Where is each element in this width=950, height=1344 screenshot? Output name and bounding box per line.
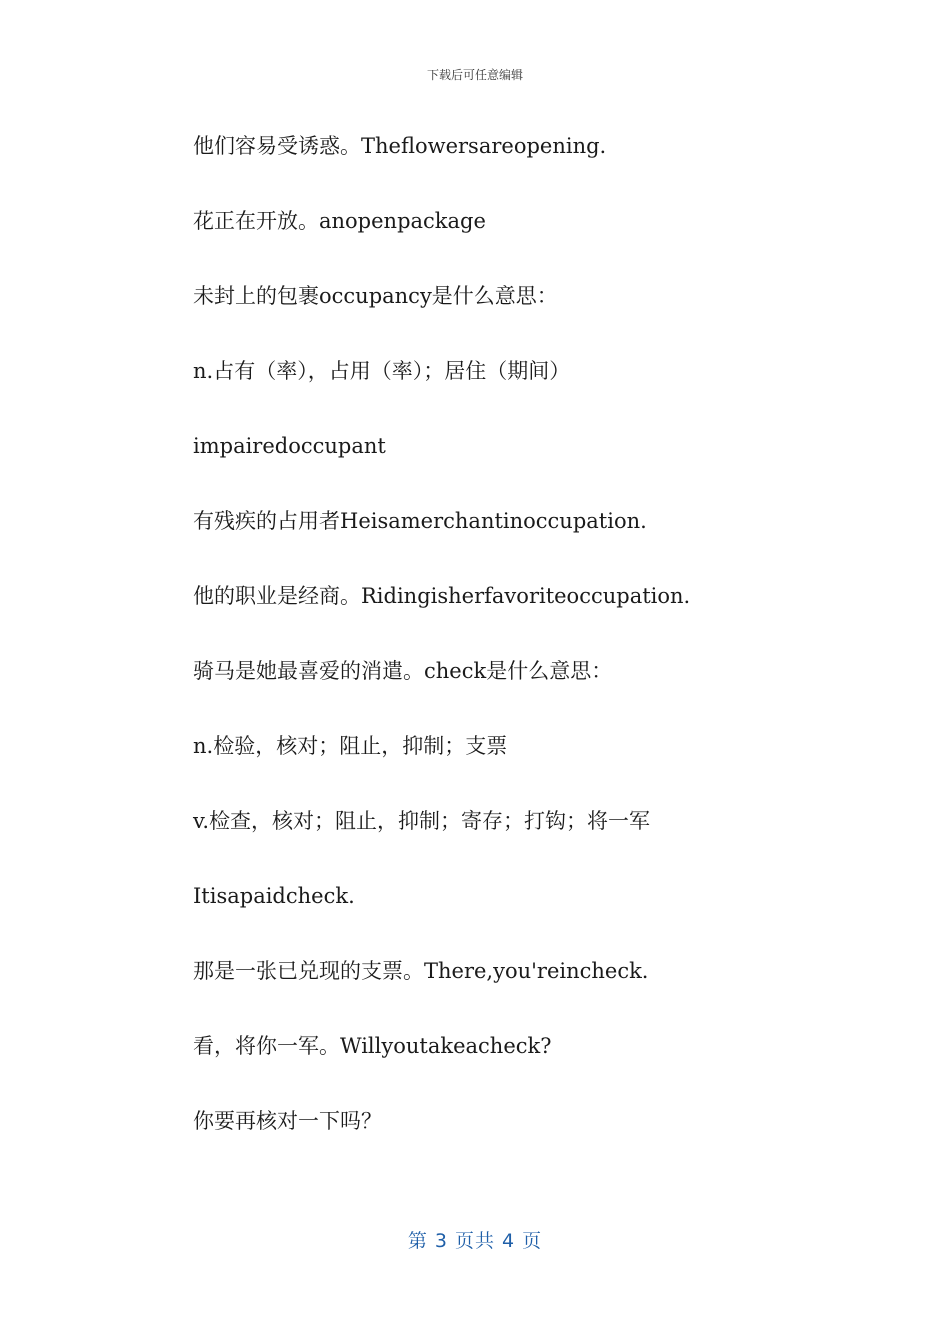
- text-line-7: 他的职业是经商。Ridingisherfavoriteoccupation.: [193, 584, 691, 608]
- text-line-11: Itisapaidcheck.: [193, 884, 355, 908]
- text-line-4: n.占有（率），占用（率）；居住（期间）: [193, 359, 571, 383]
- text-line-14: 你要再核对一下吗？: [193, 1109, 382, 1133]
- text-line-12: 那是一张已兑现的支票。There,you'reincheck.: [193, 959, 649, 983]
- text-line-2: 花正在开放。anopenpackage: [193, 209, 486, 233]
- text-line-9: n.检验，核对；阻止，抑制；支票: [193, 734, 508, 758]
- text-line-3: 未封上的包裹occupancy是什么意思：: [193, 284, 558, 308]
- page-header-note: 下载后可任意编辑: [426, 68, 523, 82]
- text-line-6: 有残疾的占用者Heisamerchantinoccupation.: [193, 509, 647, 533]
- text-line-8: 骑马是她最喜爱的消遣。check是什么意思：: [193, 659, 613, 683]
- text-line-5: impairedoccupant: [193, 434, 386, 458]
- document-body: [193, 128, 893, 1178]
- text-line-1: 他们容易受诱惑。Theflowersareopening.: [193, 134, 607, 158]
- text-line-13: 看，将你一军。Willyoutakeacheck?: [193, 1034, 552, 1058]
- page-number-footer: 第 3 页共 4 页: [407, 1230, 543, 1252]
- text-line-10: v.检查，核对；阻止，抑制；寄存；打钩；将一军: [193, 809, 651, 833]
